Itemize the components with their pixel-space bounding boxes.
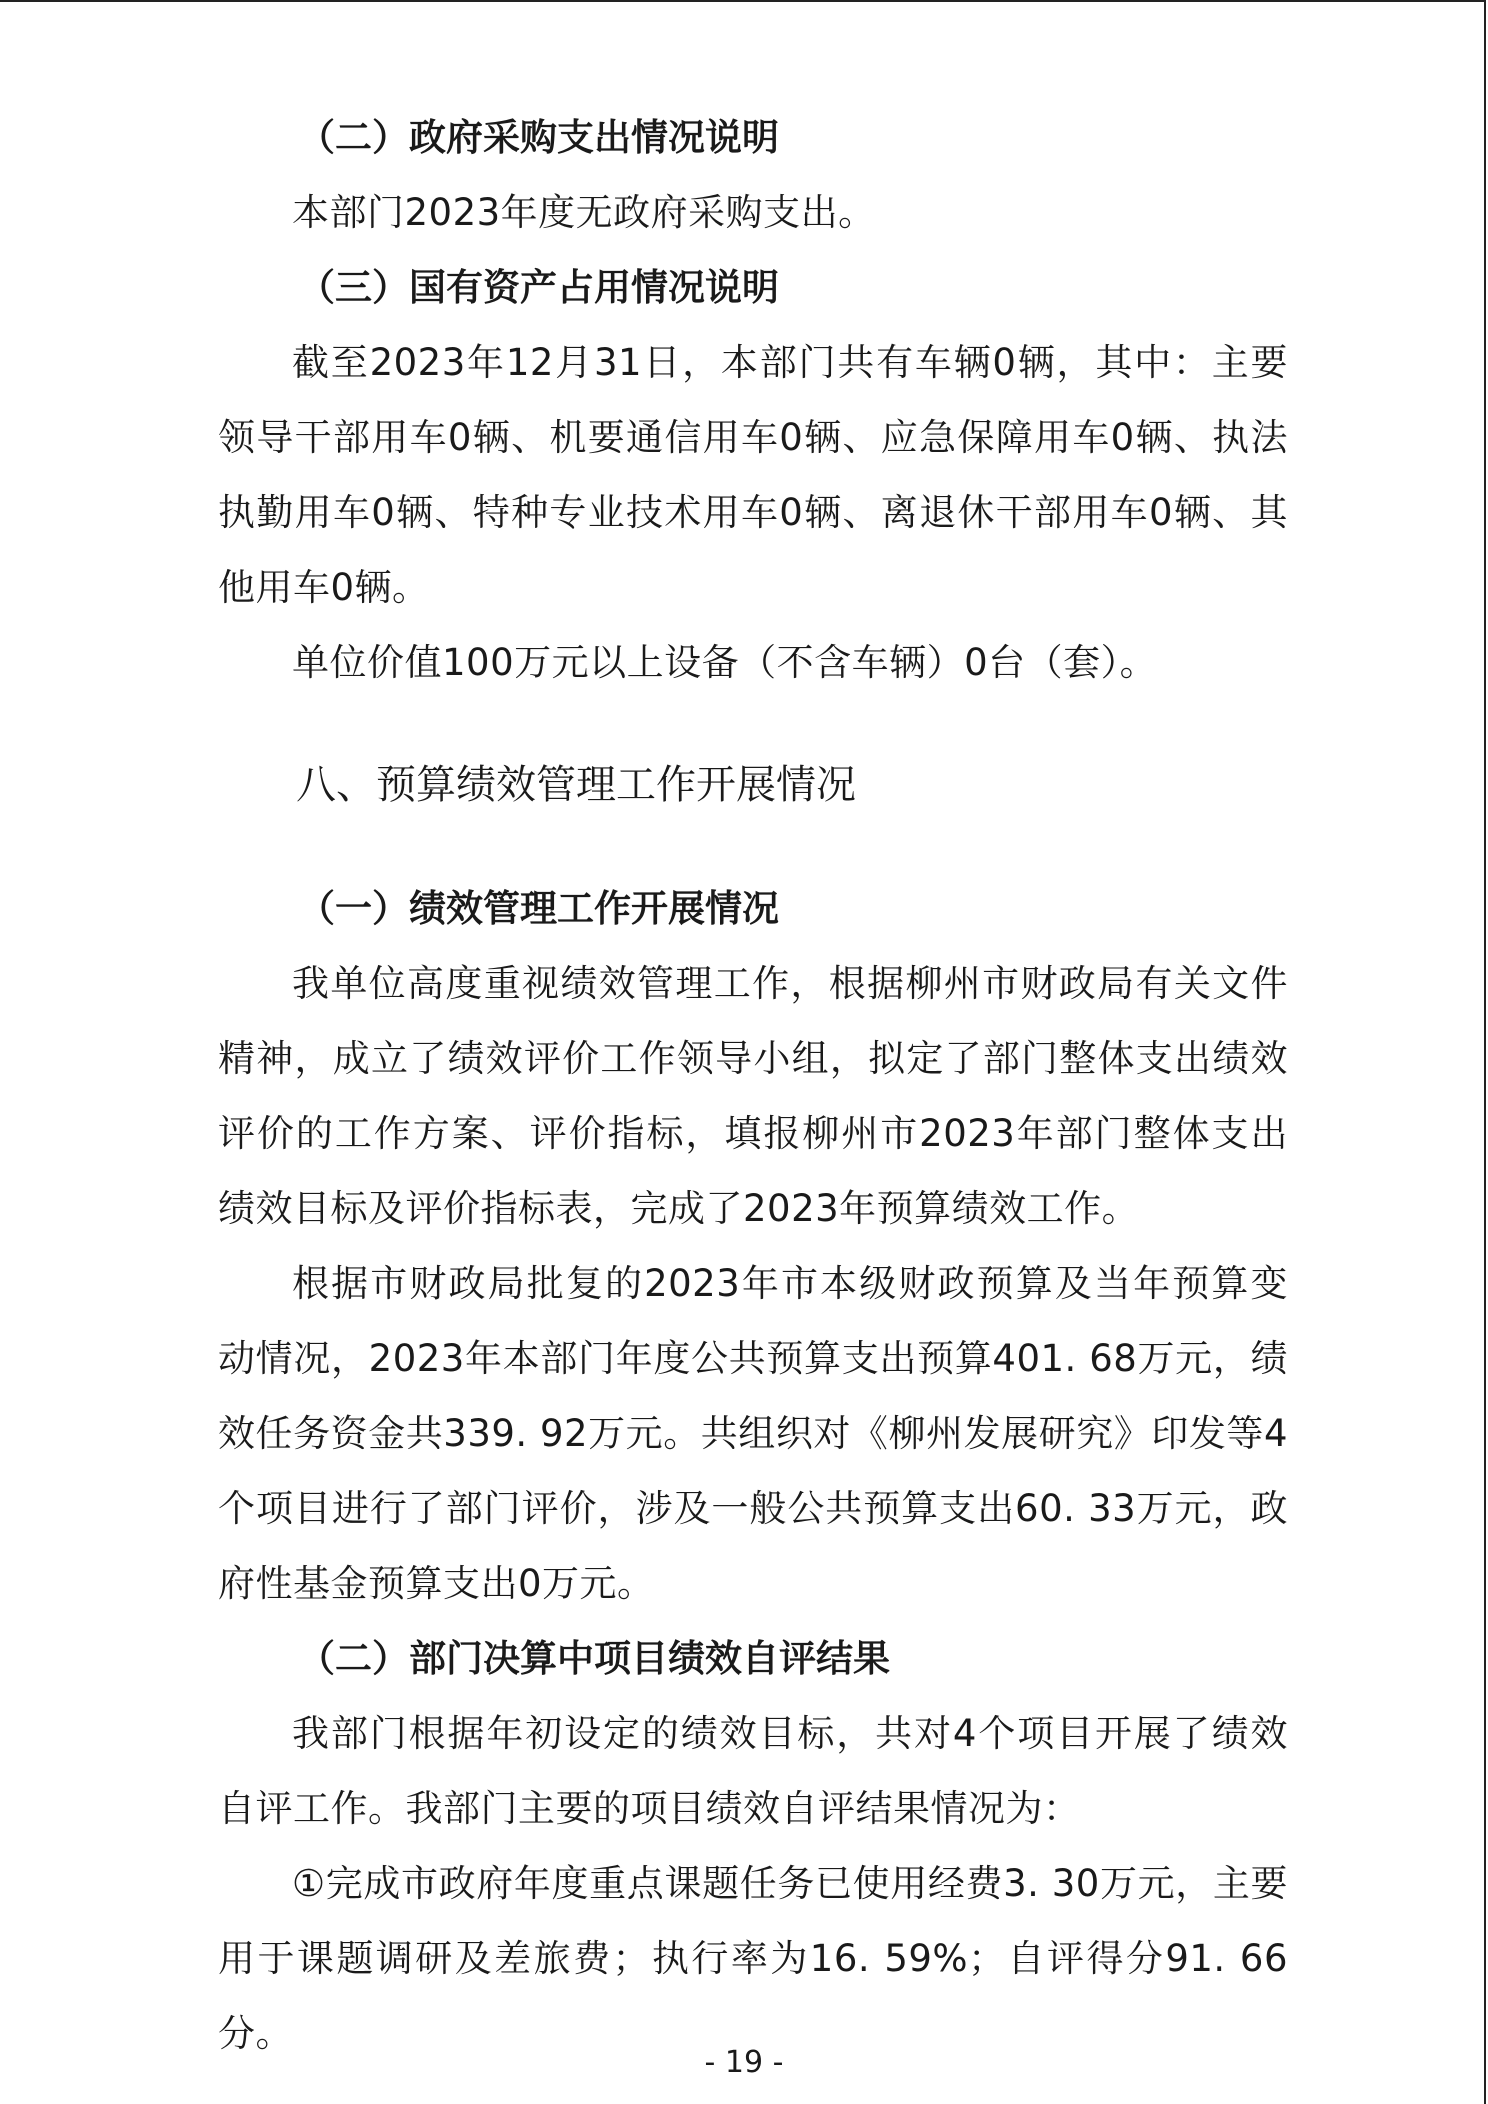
paragraph-budget-figures: 根据市财政局批复的2023年市本级财政预算及当年预算变动情况，2023年本部门年度公共预算支出预算401. 68万元，绩效任务资金共339. 92万元。共组织对《柳州发展研究》印发等4个项目进行了部门评价，涉及一般公共预算支出60. 33万元，政府性基金预算支出0万元。 [218, 1262, 1288, 1605]
paragraph-equipment: 单位价值100万元以上设备（不含车辆）0台（套）。 [292, 641, 1158, 684]
heading-government-procurement: （二）政府采购支出情况说明 [298, 116, 779, 159]
section-heading-performance: 八、预算绩效管理工作开展情况 [296, 762, 856, 808]
heading-state-assets: （三）国有资产占用情况说明 [298, 266, 779, 309]
heading-performance-management: （一）绩效管理工作开展情况 [298, 887, 779, 930]
document-body [218, 100, 1288, 2071]
page-number: - 19 - [704, 2045, 784, 2080]
heading-self-evaluation: （二）部门决算中项目绩效自评结果 [298, 1637, 890, 1680]
paragraph-vehicles: 截至2023年12月31日，本部门共有车辆0辆，其中：主要领导干部用车0辆、机要通信用车0辆、应急保障用车0辆、执法执勤用车0辆、特种专业技术用车0辆、离退休干部用车0辆、其他用车0辆。 [218, 341, 1288, 609]
paragraph-procurement: 本部门2023年度无政府采购支出。 [292, 191, 876, 234]
paragraph-project-result-1: ①完成市政府年度重点课题任务已使用经费3. 30万元，主要用于课题调研及差旅费；执行率为16. 59%；自评得分91. 66分。 [218, 1862, 1288, 2055]
paragraph-self-evaluation: 我部门根据年初设定的绩效目标，共对4个项目开展了绩效自评工作。我部门主要的项目绩效自评结果情况为： [218, 1712, 1288, 1830]
paragraph-performance-work: 我单位高度重视绩效管理工作，根据柳州市财政局有关文件精神，成立了绩效评价工作领导小组，拟定了部门整体支出绩效评价的工作方案、评价指标，填报柳州市2023年部门整体支出绩效目标及评价指标表，完成了2023年预算绩效工作。 [218, 962, 1288, 1230]
